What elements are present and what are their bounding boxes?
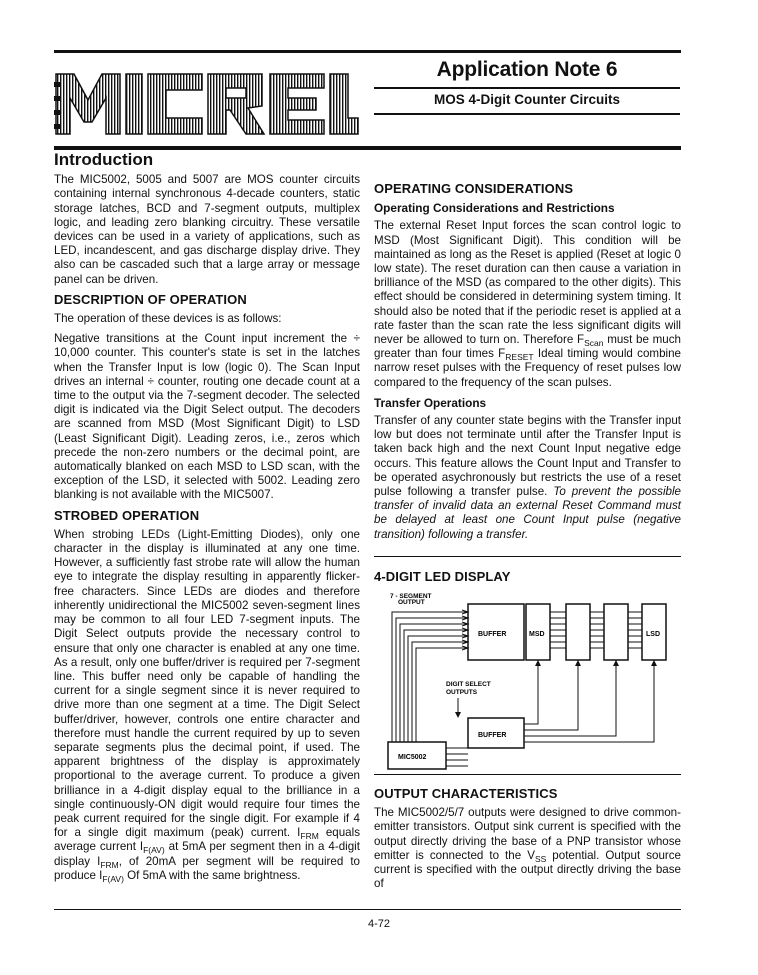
led-heading: 4-DIGIT LED DISPLAY (374, 569, 511, 584)
transfer-paragraph: Transfer of any counter state begins with the Transfer input low but does not terminate until after the Transfer Input is taken back high and the next Count Input negative edge occurs. This feature allows the Count Input and Transfer to be operated asychronously but restricts the use of a reset pulse following a transfer pulse. To prevent the possible transfer of invalid data an external Reset Command must be delayed at least one Count Input pulse (negative transition) following a transfer. (374, 414, 682, 541)
strobed-heading: STROBED OPERATION (54, 507, 200, 523)
intro-paragraph: The MIC5002, 5005 and 5007 are MOS counter circuits containing internal synchronous 4-decade counters, static storage latches, BCD and 7-segment outputs, multiplex logic, and leading zero blanking circuitry. These versatile devices can be used in a variety of applications, such as LED, incandescent, and gas discharge display drive. They also can be cascaded such that a large array or message panel can be driven. (54, 173, 360, 286)
micrel-logo (54, 70, 360, 138)
seg-label-2: OUTPUT (398, 599, 425, 606)
strobed-paragraph: When strobing LEDs (Light-Emitting Diodes), only one character in the display is illuminated at any one time. However, a sufficiently fast strobe rate will allow the human eye to integrate the display resulting in apparently flicker-free characters. Since LEDs are diodes and therefore inherently unidirectional the MIC5002 seven-segment lines may be common to all four LED 7-segment inputs. The Digit Select outputs provide the necessary control to ensure that only one character is enabled at any one time. As a result, only one buffer/driver is required per 7-segment line. This buffer need only be capable of handling the current for a single segment since it is never required to drive more than one segment at a time. The Digit Select buffer/driver, however, controls one entire character and therefore must handle the current required by up to seven separate segments plus the decimal point, if used. The apparent brightness of the display is approximately proportional to the average current. To produce a given brilliance in a 4-digit display equal to the brilliance in a single continuously-ON digit would require four times the peak current required for the single digit. For example if 4 for a single digit maximum (peak) current. $I_{FRM}$ equals average current $I_{F(AV)}$ at 5mA per segment then in a 4-digit display $I_{FRM}$, of 20mA per segment will be required to produce $I_{F(AV)}$ Of 5mA with the same brightness. (54, 527, 361, 884)
output-heading: OUTPUT CHARACTERISTICS (374, 786, 558, 801)
top-rule (54, 50, 681, 53)
subtitle-underline (374, 113, 680, 115)
seg-label-1: 7 - SEGMENT (390, 593, 432, 600)
msd-label: MSD (529, 631, 545, 638)
description-heading: DESCRIPTION OF OPERATION (54, 291, 247, 307)
lsd-label: LSD (646, 631, 660, 638)
title-underline (374, 87, 680, 89)
operating-heading: OPERATING CONSIDERATIONS (374, 181, 574, 196)
transfer-heading: Transfer Operations (374, 395, 487, 410)
digit-select-label-2: OUTPUTS (446, 689, 478, 696)
led-display-diagram (386, 590, 668, 770)
output-paragraph: The MIC5002/5/7 outputs were designed to drive common-emitter transistors. Output sink current is specified with the output directly driving the base of a PNP transistor whose emitter is connected to the $V_{SS}$ potential. Output source current is specified with the output directly driving the base of (374, 806, 681, 891)
intro-heading: Introduction (54, 150, 154, 169)
left-column (54, 150, 361, 889)
led-section (374, 566, 681, 589)
digit-select-label-1: DIGIT SELECT (446, 681, 491, 688)
sub-frm-2: FRM (100, 859, 119, 870)
description-paragraph-2: Negative transitions at the Count input increment the ÷ 10,000 counter. This counter's state is set in the latches when the Transfer Input is low (logic 0). The Scan Input drives an internal ÷ counter, routing one decade count at a time to the output via the 7-segment decoder. The selected digit is indicated via the Digit Select output. The decoders are scanned from MSD (Most Significant Digit) to LSD (Least Significant Digit). Leading zeros, i.e., zeros which precede the non-zero numbers or the decimal point, are automatically blanked on each MSD to LSD scan, with the exception of the LSD, it selected with 5002. Leading zero blanking is not available with the MIC5007. (54, 332, 360, 502)
output-section (374, 783, 681, 897)
mic5002-label: MIC5002 (398, 754, 427, 761)
description-paragraph-1: The operation of these devices is as follows: (54, 312, 282, 326)
page-subtitle: MOS 4-Digit Counter Circuits (433, 92, 620, 107)
buffer-top-label: BUFFER (478, 631, 507, 638)
output-rule (374, 774, 681, 775)
right-column (374, 178, 681, 548)
operating-subheading: Operating Considerations and Restrictions (374, 201, 615, 216)
footer-rule (54, 909, 681, 910)
page-title: Application Note 6 (436, 58, 618, 81)
sub-fav-2: F(AV) (102, 873, 124, 884)
page-number: 4-72 (367, 918, 391, 930)
operating-paragraph: The external Reset Input forces the scan control logic to MSD (Most Significant Digit). This condition will be maintained as long as the Reset is applied (Reset at logic 0 low state). The reset duration can then cause a variation in brilliance of the MSD (as compared to the other digits). This effect should be considered in determining system timing. It should also be noted that if the periodic reset is applied at a rate faster than the scan rate the less significant digits will never be allowed to turn on. Therefore $F_{Scan}$ must be much greater than four times $F_{RESET}$ Ideal timing would combine narrow reset pulses with the Frequency of reset pulses low compared to the frequency of the scan pulses. (374, 219, 681, 389)
buffer-bottom-label: BUFFER (478, 732, 507, 739)
led-rule (374, 556, 681, 557)
